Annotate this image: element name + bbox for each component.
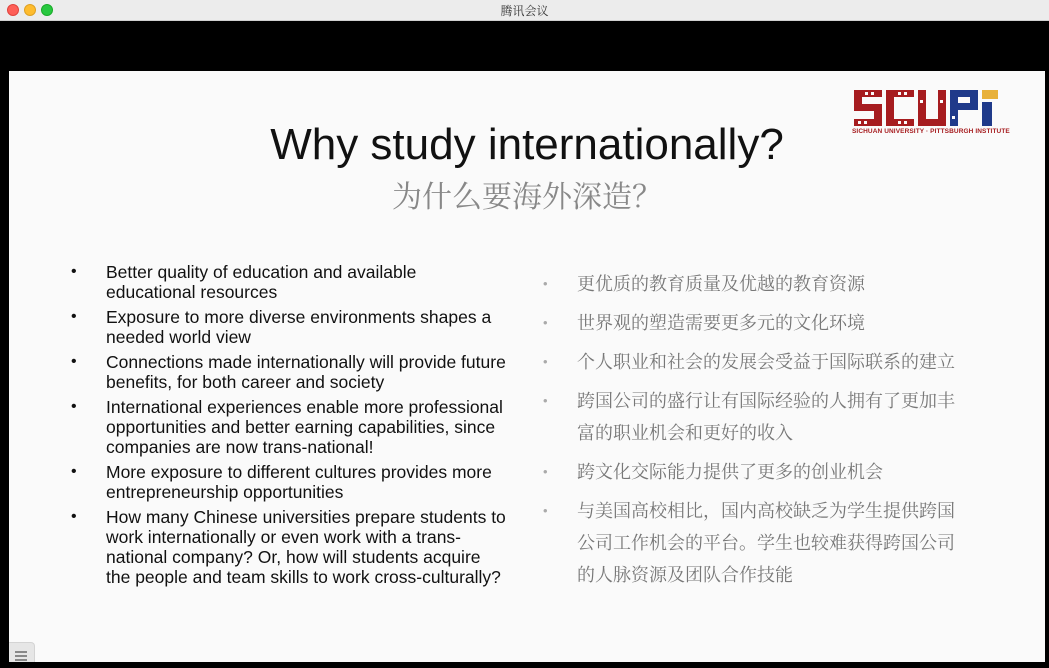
chinese-bullet-text: 更优质的教育质量及优越的教育资源 — [577, 274, 865, 294]
bullet-marker: • — [543, 393, 548, 408]
bullet-marker: • — [71, 508, 77, 525]
chinese-bullet-list — [539, 268, 959, 598]
english-bullet-text: How many Chinese universities prepare students to work internationally or even work with a trans-national company? Or, how will students acquire the people and team skills to work cross-culturally? — [106, 507, 506, 587]
english-bullet-list — [67, 262, 507, 592]
handle-line-icon — [15, 659, 27, 661]
english-bullet-item — [67, 397, 507, 457]
chinese-bullet-item — [539, 456, 959, 488]
english-bullet-item — [67, 507, 507, 587]
chinese-bullet-item — [539, 495, 959, 591]
bullet-marker: • — [543, 464, 548, 479]
bullet-marker: • — [543, 503, 548, 518]
chinese-bullet-text: 世界观的塑造需要更多元的文化环境 — [577, 313, 865, 333]
chinese-bullet-text: 个人职业和社会的发展会受益于国际联系的建立 — [577, 352, 955, 372]
bullet-marker: • — [71, 308, 77, 325]
english-bullet-text: Better quality of education and available educational resources — [106, 262, 417, 302]
shared-slide — [9, 71, 1045, 662]
bullet-marker: • — [543, 315, 548, 330]
bullet-marker: • — [71, 353, 77, 370]
chinese-bullet-item — [539, 268, 959, 300]
side-panel-toggle-handle[interactable] — [9, 642, 35, 662]
chinese-bullet-text: 与美国高校相比，国内高校缺乏为学生提供跨国公司工作机会的平台。学生也较难获得跨国公司的人脉资源及团队合作技能 — [577, 501, 955, 585]
slide-title: Why study internationally? — [270, 120, 784, 169]
scupi-logo-subtitle: SICHUAN UNIVERSITY · PITTSBURGH INSTITUTE — [852, 128, 1010, 135]
english-bullet-item — [67, 307, 507, 347]
chinese-bullet-item — [539, 385, 959, 449]
english-bullet-item — [67, 462, 507, 502]
window-title: 腾讯会议 — [500, 4, 549, 18]
chinese-bullet-item — [539, 346, 959, 378]
handle-line-icon — [15, 651, 27, 653]
bullet-marker: • — [71, 263, 77, 280]
bullet-marker: • — [71, 398, 77, 415]
english-bullet-text: Exposure to more diverse environments shapes a needed world view — [106, 307, 492, 347]
bullet-marker: • — [543, 276, 548, 291]
window-titlebar — [0, 0, 1049, 21]
english-bullet-text: International experiences enable more professional opportunities and better earning capabilities, since companies are now trans-national! — [106, 397, 503, 457]
chinese-bullet-text: 跨文化交际能力提供了更多的创业机会 — [577, 462, 883, 482]
bullet-marker: • — [71, 463, 77, 480]
chinese-bullet-item — [539, 307, 959, 339]
chinese-bullet-text: 跨国公司的盛行让有国际经验的人拥有了更加丰富的职业机会和更好的收入 — [577, 391, 955, 443]
handle-line-icon — [15, 655, 27, 657]
english-bullet-item — [67, 262, 507, 302]
bullet-marker: • — [543, 354, 548, 369]
english-bullet-text: More exposure to different cultures provides more entrepreneurship opportunities — [106, 462, 492, 502]
slide-subtitle-chinese: 为什么要海外深造？ — [392, 181, 662, 214]
english-bullet-text: Connections made internationally will provide future benefits, for both career and society — [106, 352, 506, 392]
english-bullet-item — [67, 352, 507, 392]
